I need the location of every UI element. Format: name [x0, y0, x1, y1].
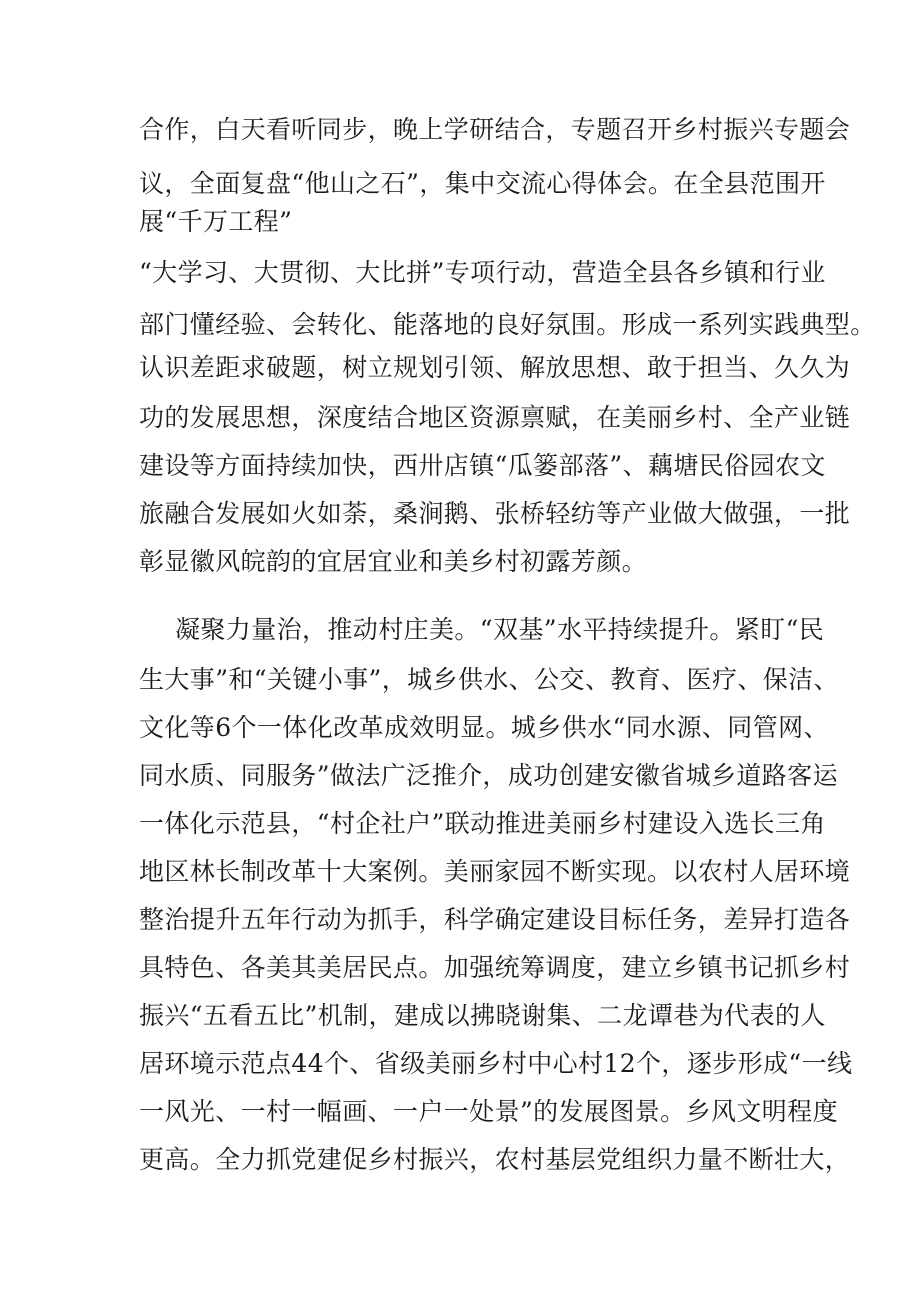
text-line-10: 彰显徽风皖韵的宜居宜业和美乡村初露芳颜。 — [139, 547, 648, 576]
text-line-5: 部门懂经验、会转化、能落地的良好氛围。形成一系列实践典型。 — [139, 310, 876, 339]
text-line-13: 文化等6个一体化改革成效明显。城乡供水“同水源、同管网、 — [139, 713, 829, 742]
text-line-18: 具特色、各美其美居民点。加强统筹调度，建立乡镇书记抓乡村 — [139, 953, 851, 982]
text-line-19: 振兴“五看五比”机制，建成以拂晓谢集、二龙谭巷为代表的人 — [139, 1001, 826, 1030]
text-line-6: 认识差距求破题，树立规划引领、解放思想、敢于担当、久久为 — [139, 353, 851, 382]
text-line-21: 一风光、一村一幅画、一户一处景”的发展图景。乡风文明程度 — [139, 1097, 838, 1126]
text-line-11: 凝聚力量治，推动村庄美。“双基”水平持续提升。紧盯“民 — [175, 615, 825, 644]
text-line-14: 同水质、同服务”做法广泛推介，成功创建安徽省城乡道路客运 — [139, 761, 838, 790]
text-line-16: 地区林长制改革十大案例。美丽家园不断实现。以农村人居环境 — [139, 857, 851, 886]
text-line-8: 建设等方面持续加快，西卅店镇“瓜篓部落”、藕塘民俗园农文 — [139, 451, 826, 480]
text-line-3: 展“千万工程” — [139, 207, 293, 236]
text-line-4: “大学习、大贯彻、大比拼”专项行动，营造全县各乡镇和行业 — [139, 258, 826, 287]
text-line-22: 更高。全力抓党建促乡村振兴，农村基层党组织力量不断壮大， — [139, 1145, 851, 1174]
text-line-17: 整治提升五年行动为抓手，科学确定建设目标任务，差异打造各 — [139, 905, 851, 934]
text-line-9: 旅融合发展如火如荼，桑涧鹅、张桥轻纺等产业做大做强，一批 — [139, 499, 851, 528]
text-line-2: 议，全面复盘“他山之石”，集中交流心得体会。在全县范围开 — [139, 169, 826, 198]
text-line-1: 合作，白天看听同步，晚上学研结合，专题召开乡村振兴专题会 — [139, 115, 851, 144]
text-line-15: 一体化示范县，“村企社户”联动推进美丽乡村建设入选长三角 — [139, 809, 826, 838]
text-line-7: 功的发展思想，深度结合地区资源禀赋，在美丽乡村、全产业链 — [139, 403, 851, 432]
text-line-12: 生大事”和“关键小事”，城乡供水、公交、教育、医疗、保洁、 — [139, 665, 839, 694]
text-line-20: 居环境示范点44个、省级美丽乡村中心村12个，逐步形成“一线 — [139, 1049, 853, 1078]
